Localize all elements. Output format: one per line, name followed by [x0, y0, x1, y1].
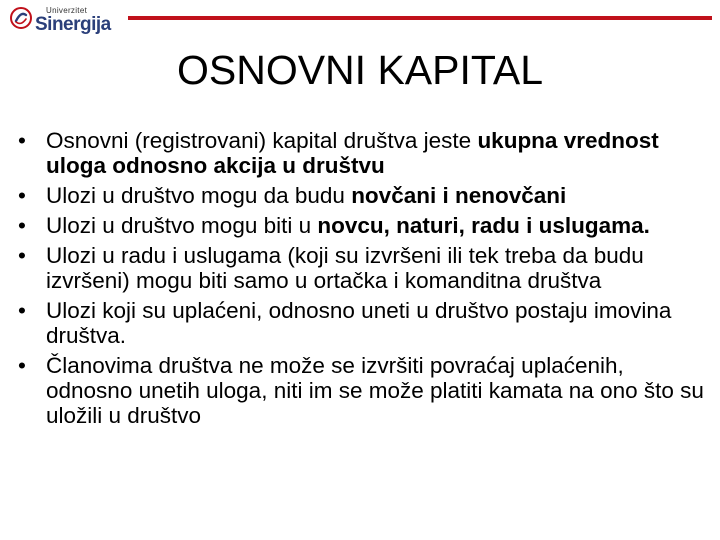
bullet-item: [18, 213, 708, 238]
bullet-dot: •: [18, 213, 26, 238]
bullet-text: Ulozi koji su uplaćeni, odnosno uneti u društvo postaju imovina društva.: [46, 298, 672, 348]
university-logo: [8, 4, 128, 36]
bullet-dot: •: [18, 243, 26, 268]
bullet-bold-text: novcu, naturi, radu i uslugama.: [317, 213, 650, 238]
bullet-dot: •: [18, 298, 26, 323]
bullet-item: [18, 298, 708, 348]
bullet-list: [18, 128, 708, 433]
bullet-text: Osnovni (registrovani) kapital društva jeste: [46, 128, 478, 153]
bullet-text: Ulozi u društvo mogu biti u: [46, 213, 318, 238]
bullet-item: [18, 183, 708, 208]
bullet-item: [18, 353, 708, 428]
bullet-dot: •: [18, 128, 26, 153]
sinergija-emblem-icon: [10, 7, 32, 29]
bullet-text: Članovima društva ne može se izvršiti povraćaj uplaćenih, odnosno unetih uloga, niti im se može platiti kamata na ono što su uložili u društvo: [46, 353, 704, 428]
bullet-bold-text: novčani i nenovčani: [351, 183, 567, 208]
bullet-bold-text: ukupna vrednost uloga odnosno akcija u društvu: [46, 128, 659, 178]
logo-name: Sinergija: [35, 14, 111, 35]
bullet-item: [18, 243, 708, 293]
bullet-dot: •: [18, 353, 26, 378]
bullet-text: Ulozi u radu i uslugama (koji su izvršeni ili tek treba da budu izvršeni) mogu biti samo u ortačka i komanditna društva: [46, 243, 644, 293]
slide-title: OSNOVNI KAPITAL: [176, 47, 544, 93]
header-red-rule: [128, 16, 712, 20]
bullet-item: [18, 128, 708, 178]
logo-university-label: Univerzitet: [46, 6, 88, 15]
bullet-text: Ulozi u društvo mogu da budu: [46, 183, 352, 208]
bullet-dot: •: [18, 183, 26, 208]
